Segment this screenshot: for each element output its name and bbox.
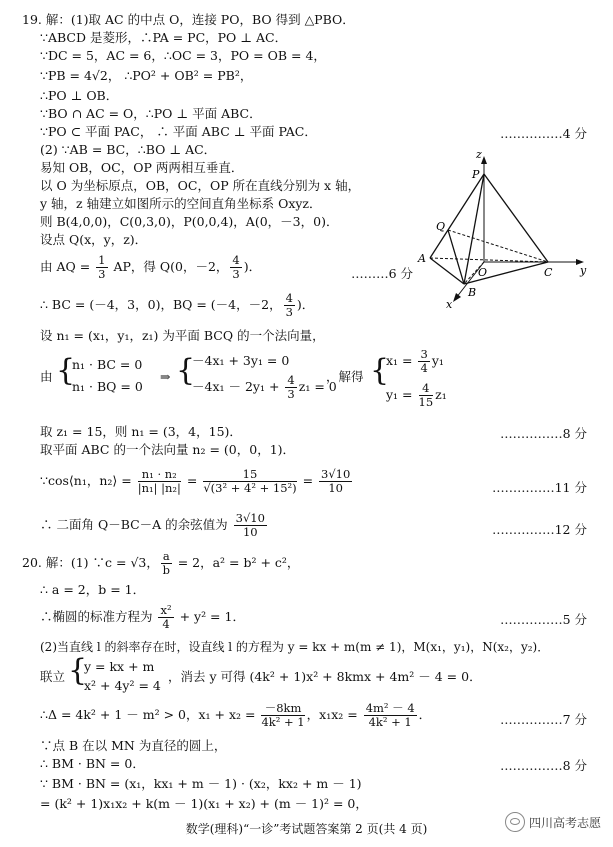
edge-AC [430,258,548,262]
q19-line-18: 取 z₁ = 15，则 n₁ = (3，4，15)． [40,424,242,439]
label-y: y [580,264,587,277]
system-b-1: －4x₁ + 3y₁ = 0 [192,353,290,368]
fraction-sum: $\frac{-8km}{\text{4k² + 1}}$ [261,701,305,729]
q19-line-10: 以 O 为坐标原点，OB，OC，OP 所在直线分别为 x 轴， [40,178,361,193]
q19-line-13: 设点 Q(x，y，z)． [40,232,148,247]
q19-line-1: 19. 解：(1)取 AC 的中点 O，连接 PO，BO 得到 △PBO． [22,12,355,27]
fraction-one-third: $\frac{1}{3}$ [98,253,106,281]
q20-system-pre: 联立 [40,669,66,684]
label-A: A [418,252,426,265]
q20-line-3: ∴椭圆的标准方程为 $\frac{\text{x²}}{4}$ + y² = 1． [40,603,245,631]
score-5: ……………5 分 [500,612,587,627]
q19-line-9: 易知 OB，OC，OP 两两相互垂直． [40,160,244,175]
q19-line-16: 设 n₁ = (x₁，y₁，z₁) 为平面 BCQ 的一个法向量， [40,328,325,343]
fraction-cos-3: $\frac{3√10}{10}$ [321,467,351,495]
q19-line-6: ∵BO ∩ AC = O，∴PO ⊥ 平面 ABC． [40,106,262,121]
q20-line-6: ∴Δ = 4k² + 1 － m² > 0，x₁ + x₂ = $\frac{-8km}{\text{4k² + 1}}$ ，x₁x₂ = $\frac{\text{4m² － 4}}{\text{4k² + 1}}$ ． [40,701,432,729]
x-axis-arrow [453,293,461,302]
label-P: P [472,168,480,181]
fraction-four-thirds-2: $\frac{4}{3}$ [285,291,293,319]
q19-line-8: (2) ∵AB = BC，∴BO ⊥ AC． [40,142,217,157]
q19-line-11: y 轴，z 轴建立如图所示的空间直角坐标系 Oxyz． [40,196,322,211]
q19-line-12: 则 B(4,0,0)，C(0,3,0)，P(0,0,4)，A(0，－3，0)． [40,214,339,229]
q19-line-20: ∵cos⟨n₁，n₂⟩ = $\frac{\text{n₁ · n₂}}{\text{|n₁| |n₂|}}$ = $\frac{15}{\text{√(3² + 4² + 15²)}}$ = $\frac{3√10}{10}$ [40,467,351,495]
q20-line-8: ∴ BM · BN = 0． [40,756,145,771]
q19-line-19: 取平面 ABC 的一个法向量 n₂ = (0，0，1)． [40,442,296,457]
wechat-icon [505,812,525,832]
q19-line-4: ∵PB = 4√2， ∴PO² + OB² = PB²， [40,68,253,83]
q20-system-2: x² + 4y² = 4 [84,678,161,693]
q20-line-2: ∴ a = 2，b = 1． [40,582,146,597]
score-8: ……………8 分 [500,426,587,441]
fraction-three-quarters: $\frac{3}{4}$ [420,347,428,375]
q20-line-5-post: ，消去 y 可得 (4k² + 1)x² + 8kmx + 4m² － 4 = 0． [168,669,482,684]
q19-system-pre: 由 [40,369,53,384]
fraction-x2-over-4: $\frac{\text{x²}}{4}$ [160,603,172,631]
system-b-2: －4x₁ － 2y₁ + $\frac{4}{3}$ z₁ = 0 [192,373,337,401]
label-C: C [544,266,553,279]
z-axis-arrow [481,156,487,164]
q20-line-10: = (k² + 1)x₁x₂ + k(m － 1)(x₁ + x₂) + (m － 1)² = 0， [40,796,368,811]
system-c-1: x₁ = $\frac{3}{4}$ y₁ [386,347,444,375]
q19-line-15: ∴ BC = (－4，3，0)，BQ = (－4，－2， $\frac{4}{3}$ )． [40,291,315,319]
brace-4: { [68,653,88,688]
fraction-cos: $\frac{\text{n₁ · n₂}}{\text{|n₁| |n₂|}}$ [137,467,181,495]
system-c-2: y₁ = $\frac{4}{15}$ z₁ [386,381,447,409]
page-footer: 数学(理科)“一诊”考试题答案第 2 页(共 4 页) [185,822,428,836]
fraction-four-fifteenths: $\frac{4}{15}$ [418,381,434,409]
q19-line-21: ∴ 二面角 Q－BC－A 的余弦值为 $\frac{3√10}{10}$ [40,511,265,539]
tetrahedron-figure [412,150,592,310]
brace-3: { [370,353,390,388]
label-O: O [478,266,488,279]
system-a-1: n₁ · BC = 0 [72,357,143,372]
q19-line-5: ∴PO ⊥ OB． [40,88,119,103]
fraction-four-thirds: $\frac{4}{3}$ [232,253,240,281]
fraction-answer: $\frac{3√10}{10}$ [235,511,265,539]
label-x: x [446,298,453,310]
q20-system-1: y = kx + m [84,659,155,674]
score-11: ……………11 分 [492,480,587,495]
score-12: ……………12 分 [492,522,587,537]
system-a-2: n₁ · BQ = 0 [72,379,143,394]
edge-BC [464,262,548,284]
label-B: B [468,286,477,299]
score-8-q20: ……………8 分 [500,758,587,773]
fraction-a-over-b: $\frac{a}{b}$ [162,549,170,577]
edge-AB [430,258,464,284]
edge-QB [448,230,464,284]
label-Q: Q [436,220,446,233]
q19-line-3: ∵DC = 5，AC = 6，∴OC = 3，PO = OB = 4， [40,48,326,63]
score-7: ……………7 分 [500,712,587,727]
fraction-four-thirds-3: $\frac{4}{3}$ [287,373,295,401]
watermark: 四川高考志愿 [505,812,601,832]
implies-arrow: ⇒ [160,369,171,384]
edge-QC [448,230,548,262]
q20-line-7: ∵点 B 在以 MN 为直径的圆上， [40,738,227,753]
q19-line-2: ∵ABCD 是菱形，∴PA = PC，PO ⊥ AC． [40,30,288,45]
q19-line-14: 由 AQ = $\frac{1}{3}$ AP，得 Q(0，－2， $\frac{4}{3}$ )． [40,253,262,281]
q20-line-4: (2)当直线 l 的斜率存在时，设直线 l 的方程为 y = kx + m(m ≠ 1)，M(x₁，y₁)，N(x₂，y₂)． [40,640,550,654]
solve-text: ，解得 [326,369,364,384]
score-6: ………6 分 [351,266,413,281]
edge-PC [484,174,548,262]
score-4: ……………4 分 [500,126,587,141]
q20-line-9: ∵ BM · BN = (x₁，kx₁ + m － 1) · (x₂，kx₂ + m － 1) [40,776,362,791]
q20-line-1: 20. 解：(1) ∵c = √3， $\frac{a}{b}$ = 2，a² = b² + c²， [22,549,300,577]
fraction-cos-2: $\frac{15}{\text{√(3² + 4² + 15²)}}$ [203,467,297,495]
fraction-product: $\frac{\text{4m² － 4}}{\text{4k² + 1}}$ [365,701,415,729]
brace-1: { [56,353,76,388]
q19-line-7: ∵PO ⊂ 平面 PAC， ∴ 平面 ABC ⊥ 平面 PAC． [40,124,317,139]
label-z: z [476,150,482,161]
brace-2: { [176,353,196,388]
